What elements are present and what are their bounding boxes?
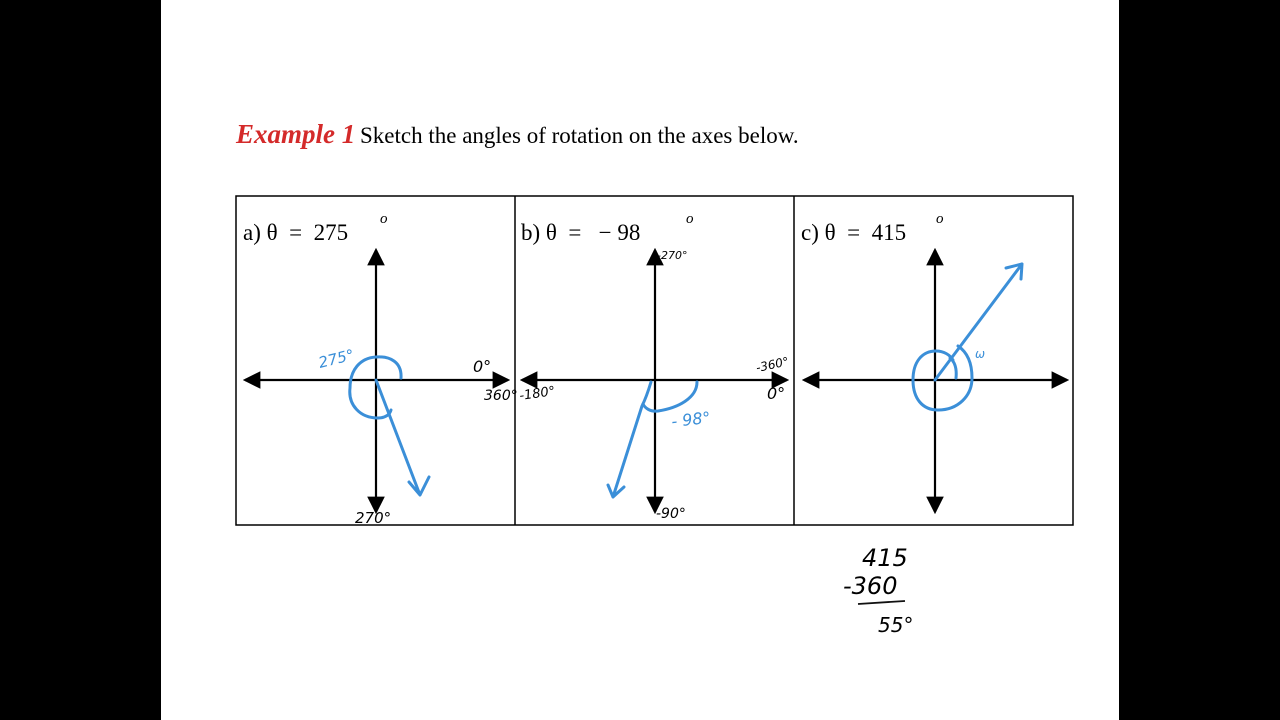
instruction-text: Sketch the angles of rotation on the axes below. [360, 123, 799, 148]
angle-annotation: - 98° [670, 407, 712, 431]
example-heading: Example 1 [236, 119, 356, 149]
axis-label: -90° [656, 506, 686, 522]
panel-a-label: a) θ = 275 [243, 220, 349, 245]
axis-label: 0° [767, 384, 786, 403]
axis-label: 270° [355, 509, 392, 527]
panel-b-label: b) θ = − 98 [521, 220, 641, 245]
axis-label: 360° [484, 388, 518, 404]
work-line-2: -360 [843, 572, 898, 600]
angle-annotation: ω [975, 347, 986, 361]
degree-mark: o [686, 211, 694, 227]
panel-c-label: c) θ = 415 [801, 220, 907, 245]
angle-annotation: 275° [316, 345, 357, 372]
axis-label: 0° [473, 357, 492, 376]
degree-mark: o [380, 211, 388, 227]
axis-label: -360° [754, 354, 791, 375]
axis-label: -180° [518, 384, 557, 404]
axis-label: -270° [657, 249, 688, 262]
work-line-1: 415 [862, 544, 908, 572]
degree-mark: o [936, 211, 944, 227]
work-result: 55° [878, 613, 914, 637]
